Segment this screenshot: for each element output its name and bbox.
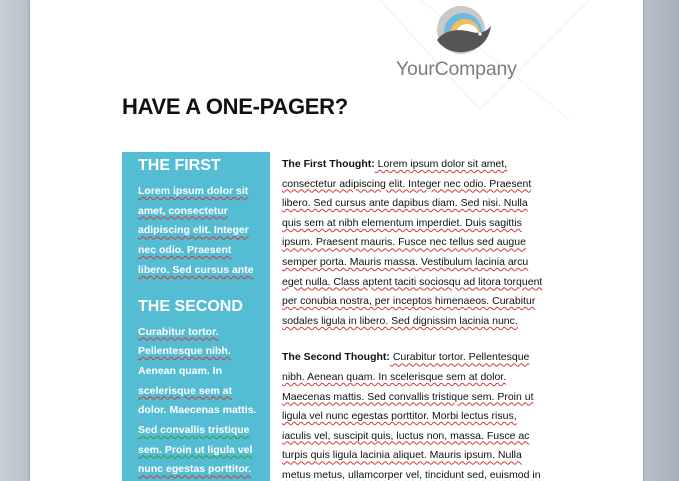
text-line: libero. Sed cursus ante dapibus diam. Sed nisi. Nulla <box>282 197 528 210</box>
logo-text: YourCompany <box>396 58 517 80</box>
body-column <box>282 155 572 481</box>
paragraph-first-thought <box>282 155 572 331</box>
sidebar-text-line: dolor. Maecenas mattis. <box>138 404 257 417</box>
workspace-gutter-left <box>0 0 30 481</box>
sidebar-text-line: Pellentesque nibh. <box>138 345 231 358</box>
sidebar-text-line: sem. Proin ut ligula vel <box>138 443 253 456</box>
sidebar-text-line: nunc egestas porttitor. <box>138 463 252 476</box>
page-title: HAVE A ONE-PAGER? <box>122 94 348 119</box>
text-line: eget nulla. Class aptent taciti sociosqu ad litora torquent <box>282 275 543 288</box>
sidebar-heading-first: THE FIRST <box>138 157 221 174</box>
sidebar-heading-second: THE SECOND <box>138 297 243 315</box>
text-line: consectetur adipiscing elit. Integer nec odio. Praesent <box>282 177 532 190</box>
text-line: Curabitur tortor. Pellentesque <box>389 351 530 364</box>
sidebar-text-line: scelerisque sem at <box>138 384 232 397</box>
text-line: ligula vel nunc egestas porttitor. Morbi lectus risus, <box>282 410 517 423</box>
text-line: sodales ligula in libero. Sed dignissim lacinia nunc. <box>282 314 518 327</box>
sidebar-text-line: nec odio. Praesent <box>138 244 232 257</box>
sidebar-text-line: Aenean quam. In <box>138 364 223 377</box>
text-line: ipsum. Praesent mauris. Fusce nec tellus sed augue <box>282 236 526 249</box>
paragraph-second-thought <box>282 348 572 481</box>
text-line: per conubia nostra, per inceptos himenaeos. Curabitur <box>282 295 536 308</box>
text-line: turpis quis ligula lacinia aliquet. Mauris ipsum. Nulla <box>282 449 522 462</box>
document-page[interactable] <box>30 0 643 481</box>
paragraph-lead: The Second Thought: <box>282 351 390 364</box>
text-line: nibh. Aenean quam. In scelerisque sem at dolor. <box>282 370 507 383</box>
sidebar-text-line: Lorem ipsum dolor sit <box>138 185 249 197</box>
text-line: iaculis vel, suscipit quis, luctus non, massa. Fusce ac <box>282 429 530 442</box>
workspace-gutter-right <box>643 0 679 481</box>
text-line: Lorem ipsum dolor sit amet, <box>374 158 508 170</box>
paragraph-lead: The First Thought: <box>282 158 375 170</box>
sidebar-text-line: libero. Sed cursus ante <box>138 263 254 276</box>
text-line: metus metus, ullamcorper vel, tincidunt sed, euismod in <box>282 468 541 481</box>
sidebar-text-line: adipiscing elit. Integer <box>138 224 249 237</box>
sidebar-text-line: amet, consectetur <box>138 204 228 217</box>
text-line: quis sem at nibh elementum imperdiet. Duis sagittis <box>282 216 522 229</box>
sidebar-text-line: Sed convallis tristique <box>138 424 250 437</box>
text-line: semper porta. Mauris massa. Vestibulum lacinia arcu <box>282 255 529 268</box>
sidebar-text-line: Curabitur tortor. <box>138 325 219 338</box>
sidebar-panel <box>122 152 270 481</box>
text-line: Maecenas mattis. Sed convallis tristique sem. Proin ut <box>282 390 534 403</box>
